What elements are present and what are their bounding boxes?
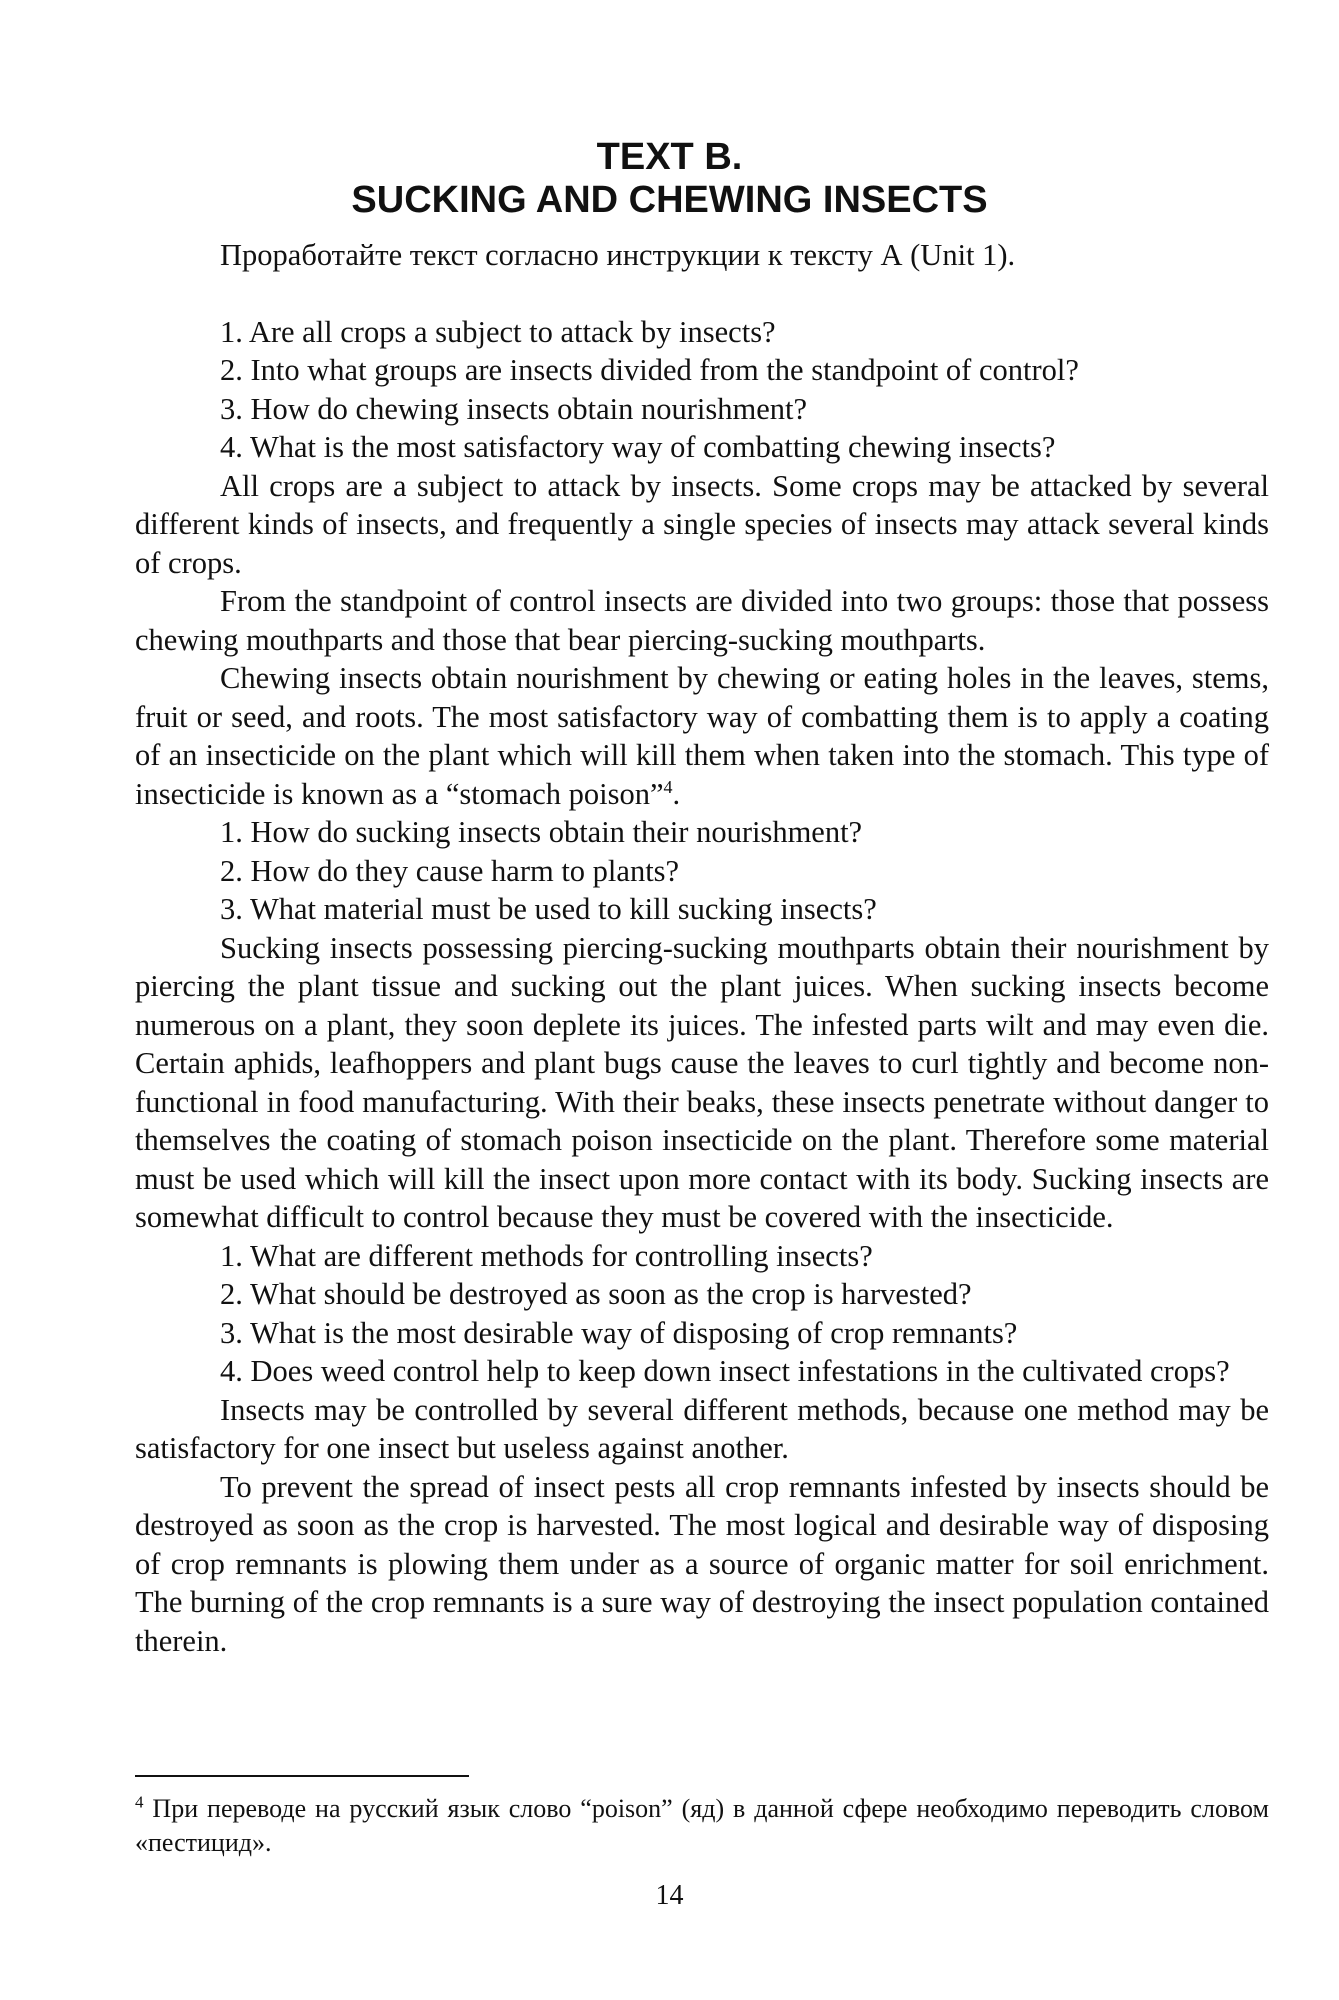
- footnote-reference-period: .: [672, 776, 681, 811]
- question-3: 3. How do chewing insects obtain nourishment?: [220, 391, 808, 426]
- footnote: [135, 1792, 1269, 1860]
- question-control-2: 2. What should be destroyed as soon as the crop is harvested?: [220, 1277, 972, 1311]
- question-2: 2. Into what groups are insects divided from the standpoint of control?: [220, 353, 1079, 387]
- question-sucking-1: 1. How do sucking insects obtain their nourishment?: [220, 815, 863, 849]
- paragraph-crops-attack: All crops are a subject to attack by insects. Some crops may be attacked by several different kinds of insects, and frequently a single species of insects may attack several kinds of crops.: [135, 468, 1269, 580]
- instruction-paragraph: Проработайте текст согласно инструкции к тексту А (Unit 1).: [220, 238, 1016, 272]
- page-title-line1: TEXT B.: [596, 136, 743, 178]
- footnote-divider: [135, 1775, 469, 1777]
- question-sucking-2: 2. How do they cause harm to plants?: [220, 853, 680, 888]
- question-control-1: 1. What are different methods for controlling insects?: [220, 1238, 873, 1273]
- paragraph-chewing-insects: [135, 659, 1269, 813]
- paragraph-sucking-insects: Sucking insects possessing piercing-sucking mouthparts obtain their nourishment by piercing the plant tissue and sucking out the plant juices. When sucking insects become numerous on a plant, they soon deplete its juices. The infested parts wilt and may even die. Certain aphids, leafhoppers and plant bugs cause the leaves to curl tightly and become non-functional in food manufacturing. With their beaks, these insects penetrate without danger to themselves the coating of stomach poison insecticide on the plant. Therefore some material must be used which will kill the insect upon more contact with its body. Sucking insects are somewhat difficult to control because they must be covered with the insecticide.: [135, 930, 1269, 1234]
- question-control-4: 4. Does weed control help to keep down insect infestations in the cultivated crops?: [220, 1354, 1230, 1388]
- question-4: 4. What is the most satisfactory way of combatting chewing insects?: [220, 430, 1056, 464]
- paragraph-control-groups: From the standpoint of control insects are divided into two groups: those that possess chewing mouthparts and those that bear piercing-sucking mouthparts.: [135, 584, 1269, 657]
- footnote-marker: 4: [135, 1792, 144, 1812]
- question-sucking-3: 3. What material must be used to kill sucking insects?: [220, 892, 877, 926]
- footnote-text: При переводе на русский язык слово “poison” (яд) в данной сфере необходимо переводить словом «пестицид».: [135, 1794, 1269, 1857]
- main-text: [135, 236, 1269, 1660]
- page-title-line2: SUCKING AND CHEWING INSECTS: [351, 179, 988, 221]
- paragraph-control-methods: Insects may be controlled by several different methods, because one method may be satisfactory for one insect but useless against another.: [135, 1392, 1269, 1465]
- paragraph-chewing-insects-text: Chewing insects obtain nourishment by chewing or eating holes in the leaves, stems, fruit or seed, and roots. The most satisfactory way of combatting them is to apply a coating of an insecticide on the plant which will kill them when taken into the stomach. This type of insecticide is known as a “stomach poison”: [135, 661, 1269, 811]
- paragraph-crop-remnants: To prevent the spread of insect pests all crop remnants infested by insects should be destroyed as soon as the crop is harvested. The most logical and desirable way of disposing of crop remnants is plowing them under as a source of organic matter for soil enrichment. The burning of the crop remnants is a sure way of destroying the insect population contained therein.: [135, 1469, 1269, 1658]
- footnote-reference: 4: [663, 776, 673, 797]
- question-1: 1. Are all crops a subject to attack by insects?: [220, 314, 776, 349]
- question-control-3: 3. What is the most desirable way of disposing of crop remnants?: [220, 1315, 1018, 1350]
- page-number: 14: [655, 1880, 684, 1911]
